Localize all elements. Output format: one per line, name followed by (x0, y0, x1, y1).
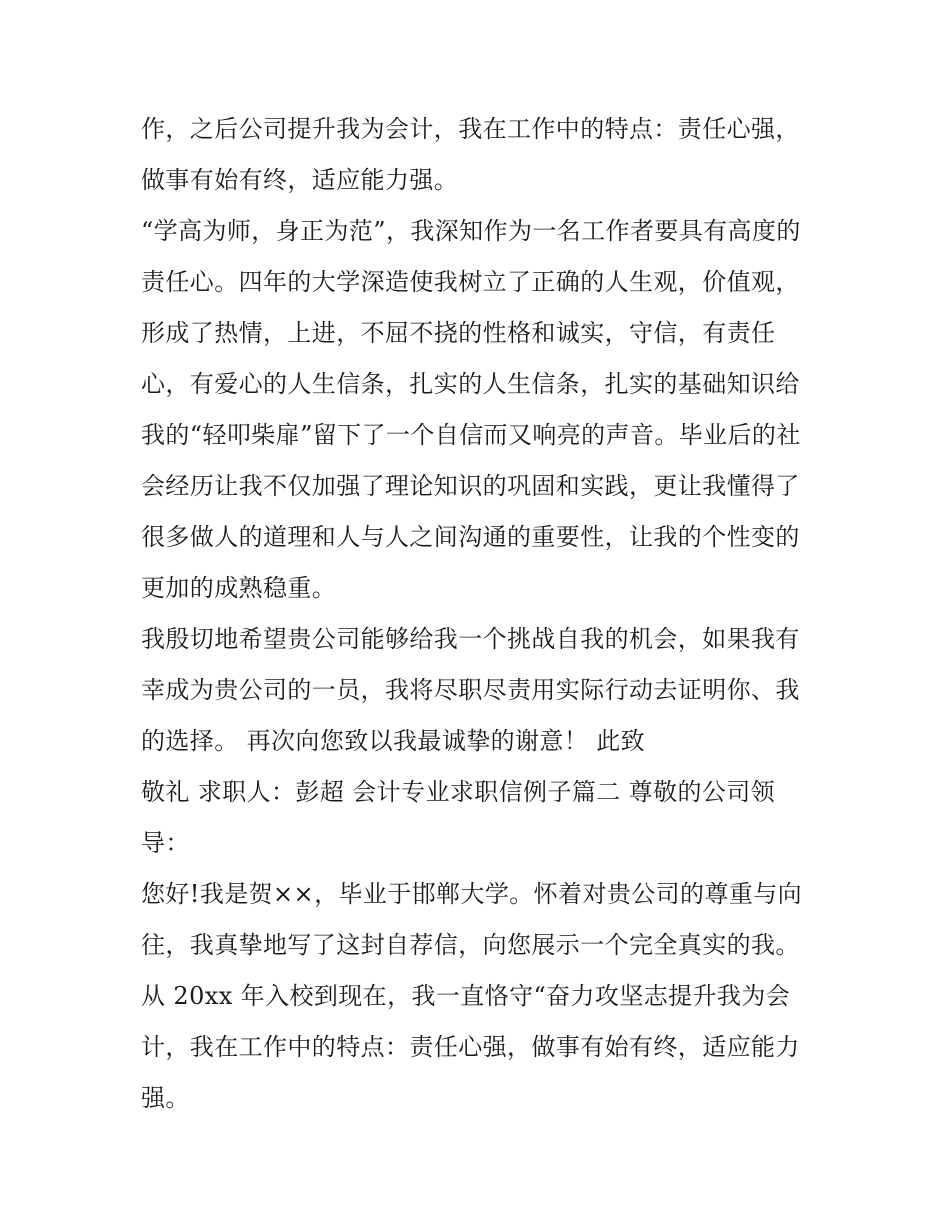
text-line-5: 形成了热情，上进，不屈不挠的性格和诚实，守信，有责任 (141, 319, 776, 347)
text-line-12: 幸成为贵公司的一员，我将尽职尽责用实际行动去证明你、我 (141, 676, 800, 704)
text-line-17: 往，我真挚地写了这封自荐信，向您展示一个完全真实的我。 (141, 931, 800, 959)
text-line-7: 我的“轻叩柴扉”留下了一个自信而又响亮的声音。毕业后的社 (141, 421, 801, 449)
text-line-9: 很多做人的道理和人与人之间沟通的重要性，让我的个性变的 (141, 523, 800, 551)
text-line-19: 计，我在工作中的特点：责任心强，做事有始有终，适应能力 (141, 1033, 800, 1061)
text-line-15: 导： (141, 829, 190, 857)
letter-body (141, 104, 821, 1124)
text-line-8: 会经历让我不仅加强了理论知识的巩固和实践，更让我懂得了 (141, 472, 800, 500)
text-line-14: 敬礼 求职人：彭超 会计专业求职信例子篇二 尊敬的公司领 (141, 778, 776, 806)
text-line-13: 的选择。 再次向您致以我最诚挚的谢意！ 此致 (141, 727, 646, 755)
text-line-4: 责任心。四年的大学深造使我树立了正确的人生观，价值观， (141, 268, 800, 296)
text-line-20: 强。 (141, 1084, 190, 1112)
text-line-1: 作，之后公司提升我为会计，我在工作中的特点：责任心强， (141, 115, 800, 143)
text-line-2: 做事有始有终，适应能力强。 (141, 166, 459, 194)
text-line-16: 您好!我是贺××，毕业于邯郸大学。怀着对贵公司的尊重与向 (141, 880, 803, 908)
text-line-18: 从 20xx 年入校到现在，我一直恪守“奋力攻坚志提升我为会 (141, 982, 791, 1010)
text-line-6: 心，有爱心的人生信条，扎实的人生信条，扎实的基础知识给 (141, 370, 800, 398)
text-line-3: “学高为师，身正为范”，我深知作为一名工作者要具有高度的 (141, 217, 801, 245)
text-line-10: 更加的成熟稳重。 (141, 574, 337, 602)
text-line-11: 我殷切地希望贵公司能够给我一个挑战自我的机会，如果我有 (141, 625, 800, 653)
